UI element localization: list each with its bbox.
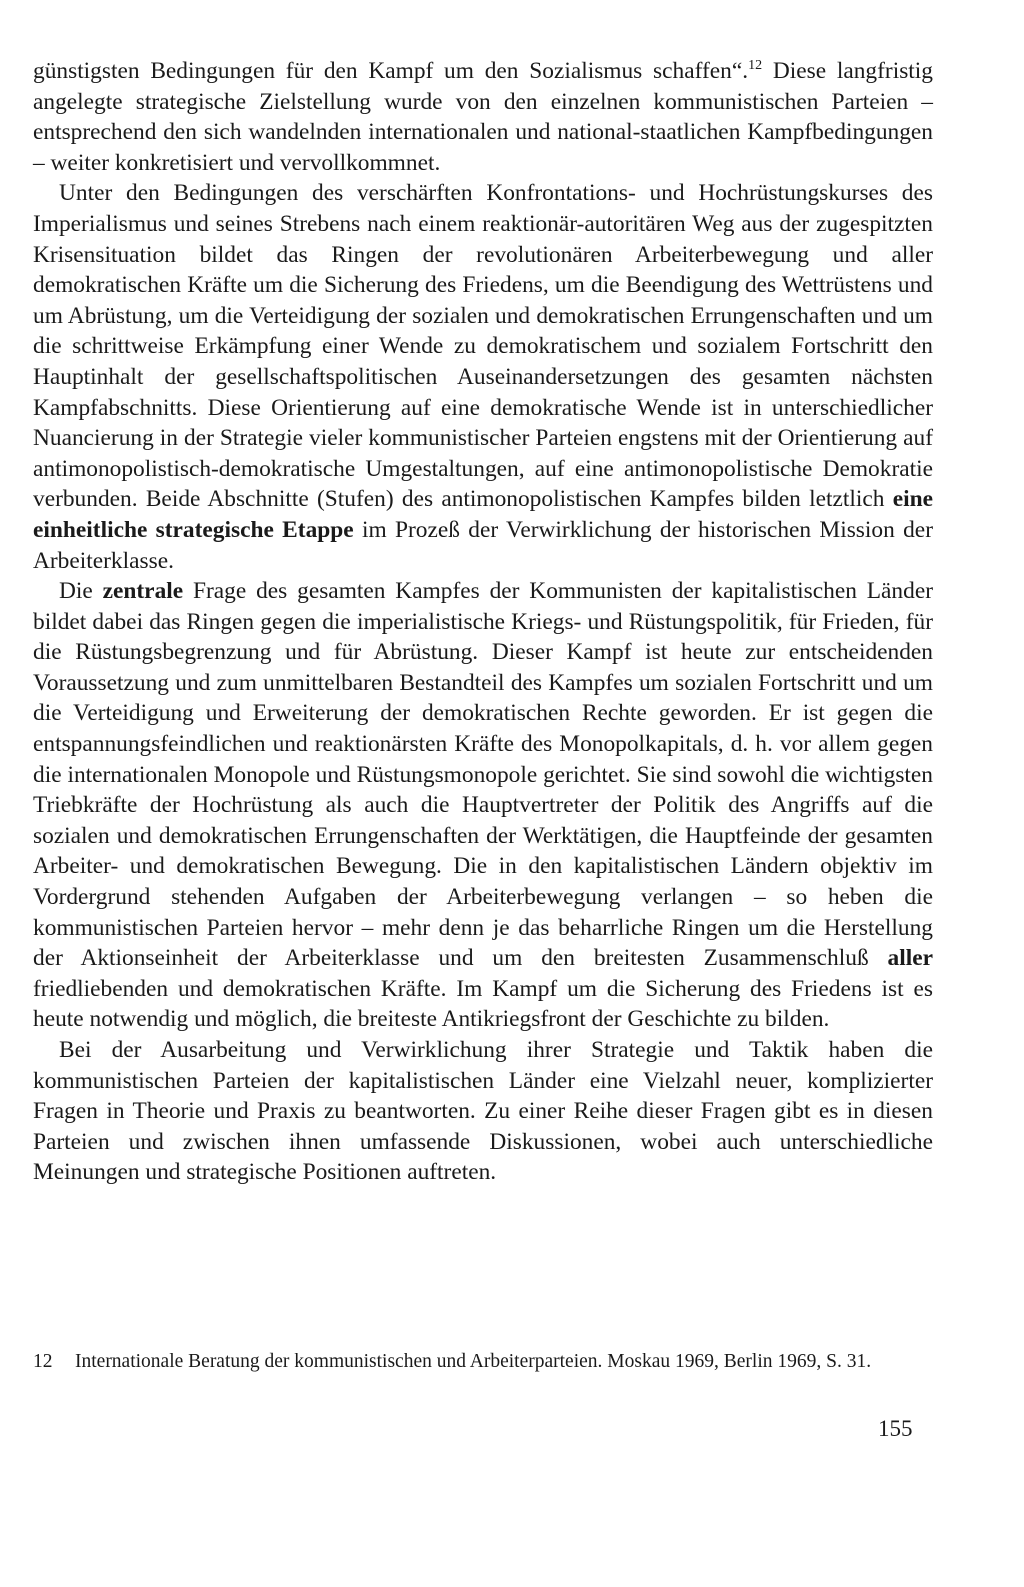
footnote-reference[interactable]: 12: [748, 58, 763, 74]
paragraph-text: im Prozeß der Verwirklichung der historischen Mission der Arbeiterklasse.: [33, 516, 933, 574]
paragraph-2: [33, 178, 933, 576]
page-number: 155: [878, 1416, 913, 1441]
paragraph-text: Unter den Bedingungen des verschärften Konfrontations- und Hochrüstungskurses des Imperialismus und seines Strebens nach einem reaktionär-autoritären Weg aus der zugespitzten Krisensituation bildet das Ringen der revolutionären Arbeiterbewegung und aller demokratischen Kräfte um die Sicherung des Friedens, um die Beendigung des Wettrüstens und um Abrüstung, um die Verteidigung der sozialen und demokratischen Errungenschaften und um die schrittweise Erkämpfung einer Wende zu demokratischem und sozialem Fortschritt den Hauptinhalt der gesellschaftspolitischen Auseinandersetzungen des gesamten nächsten Kampfabschnitts. Diese Orientierung auf eine demokratische Wende ist in unterschiedlicher Nuancierung in der Strategie vieler kommunistischer Parteien engstens mit der Orientierung auf antimonopolistisch-demokratische Umgestaltungen, auf eine antimonopolistische Demokratie verbunden. Beide Abschnitte (Stufen) des antimonopolistischen Kampfes bilden letztlich: [33, 180, 933, 513]
emphasis-text: eine einheitliche strategische Etappe: [33, 486, 933, 543]
paragraph-4: [33, 1035, 933, 1188]
paragraph-text: Die: [59, 578, 103, 605]
emphasis-text: zentrale: [102, 578, 184, 605]
footnote-number: 12: [33, 1351, 53, 1372]
paragraph-text: Diese langfristig angelegte strategische Zielstellung wurde von den einzelnen kommunistischen Parteien – entsprechend den sich wandelnden internationalen und national-staatlichen Kampfbedingungen – weiter konkretisiert und vervollkommnet.: [33, 58, 933, 176]
footnote: [33, 1348, 933, 1376]
paragraph-text: friedliebenden und demokratischen Kräfte. Im Kampf um die Sicherung des Friedens ist es heute notwendig und möglich, die breiteste Antikriegsfront der Geschichte zu bilden.: [33, 975, 933, 1033]
paragraph-3: [33, 576, 933, 1035]
emphasis-text: aller: [887, 945, 933, 972]
paragraph-text: Bei der Ausarbeitung und Verwirklichung ihrer Strategie und Taktik haben die kommunistischen Parteien der kapitalistischen Länder eine Vielzahl neuer, komplizierter Fragen in Theorie und Praxis zu beantworten. Zu einer Reihe dieser Fragen gibt es in diesen Parteien und zwischen ihnen umfassende Diskussionen, wobei auch unterschiedliche Meinungen und strategische Positionen auftreten.: [33, 1037, 933, 1186]
footnote-text: Internationale Beratung der kommunistischen und Arbeiterparteien. Moskau 1969, Berlin 1969, S. 31.: [75, 1351, 872, 1372]
page-body: [33, 56, 933, 1188]
paragraph-text: Frage des gesamten Kampfes der Kommunisten der kapitalistischen Länder bildet dabei das Ringen gegen die imperialistische Kriegs- und Rüstungspolitik, für Frieden, für die Rüstungsbegrenzung und für Abrüstung. Dieser Kampf ist heute zur entscheidenden Voraussetzung und zum unmittelbaren Bestandteil des Kampfes um sozialen Fortschritt und um die Verteidigung und Erweiterung der demokratischen Rechte geworden. Er ist gegen die entspannungsfeindlichen und reaktionärsten Kräfte des Monopolkapitals, d. h. vor allem gegen die internationalen Monopole und Rüstungsmonopole gerichtet. Sie sind sowohl die wichtigsten Triebkräfte der Hochrüstung als auch die Hauptvertreter der Politik des Angriffs auf die sozialen und demokratischen Errungenschaften der Werktätigen, die Hauptfeinde der gesamten Arbeiter- und demokratischen Bewegung. Die in den kapitalistischen Ländern objektiv im Vordergrund stehenden Aufgaben der Arbeiterbewegung verlangen – so heben die kommunistischen Parteien hervor – mehr denn je das beharrliche Ringen um die Herstellung der Aktionseinheit der Arbeiterklasse und um den breitesten Zusammenschluß: [33, 578, 933, 972]
paragraph-text: günstigsten Bedingungen für den Kampf um den Sozialismus schaffen“.: [33, 58, 749, 84]
paragraph-1: [33, 56, 933, 178]
